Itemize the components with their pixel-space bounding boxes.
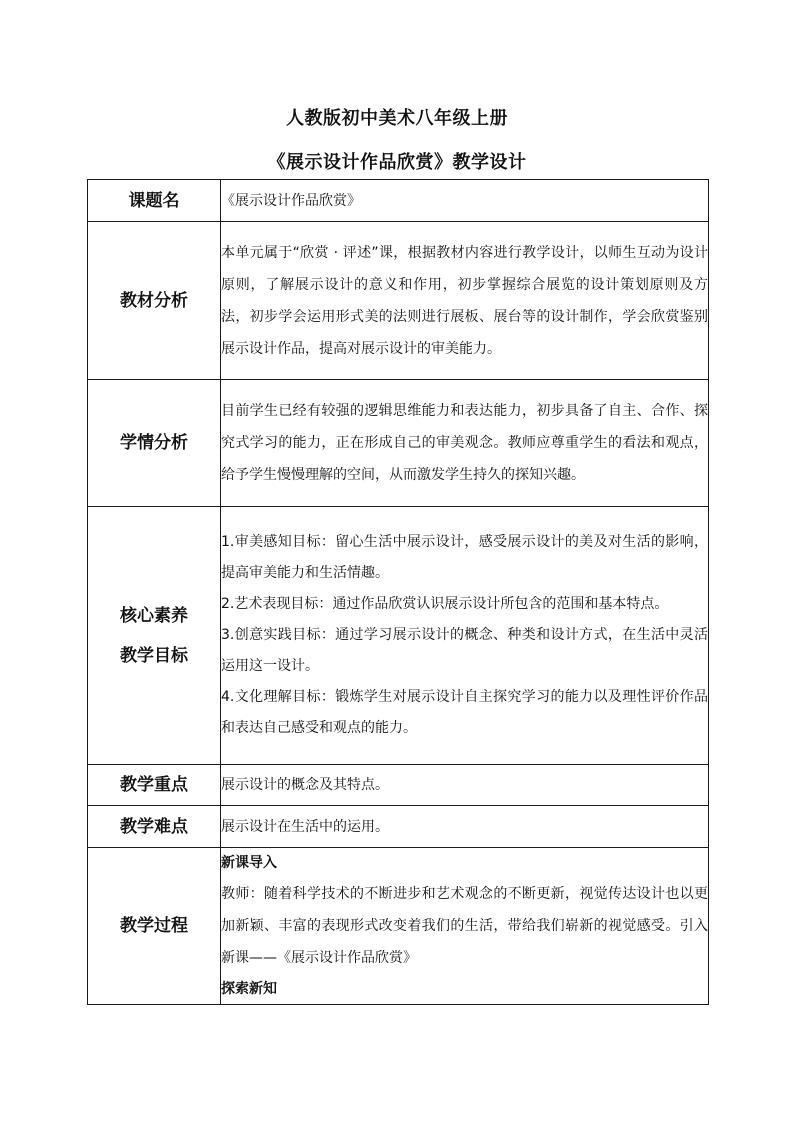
students-value: 目前学生已经有较强的逻辑思维能力和表达能力，初步具备了自主、合作、探究式学习的能力，正在形成自己的审美观念。教师应尊重学生的看法和观点，给予学生慢慢理解的空间，从而激发学生持久的探知兴趣。 <box>221 380 709 507</box>
topic-label: 课题名 <box>88 180 221 222</box>
goal-item: 1.审美感知目标：留心生活中展示设计，感受展示设计的美及对生活的影响，提高审美能力和生活情趣。 <box>221 534 708 581</box>
goals-label-line1: 核心素养 <box>120 605 188 626</box>
goal-item: 4.文化理解目标：锻炼学生对展示设计自主探究学习的能力以及理性评价作品和表达自己感受和观点的能力。 <box>221 689 708 736</box>
topic-row <box>88 180 709 222</box>
goals-label <box>88 507 221 765</box>
document-subtitle: 《展示设计作品欣赏》教学设计 <box>267 152 527 173</box>
goal-item: 2.艺术表现目标：通过作品欣赏认识展示设计所包含的范围和基本特点。 <box>221 596 669 612</box>
goal-item: 3.创意实践目标：通过学习展示设计的概念、种类和设计方式，在生活中灵活运用这一设计。 <box>221 627 708 674</box>
process-section-title: 新课导入 <box>221 855 277 871</box>
key-point-row <box>88 765 709 806</box>
difficulty-label: 教学难点 <box>88 806 221 848</box>
process-content <box>221 848 709 1005</box>
process-row <box>88 848 709 1005</box>
lesson-plan-table <box>87 179 709 1005</box>
goals-label-line2: 教学目标 <box>120 645 188 666</box>
material-label: 教材分析 <box>88 222 221 380</box>
process-label: 教学过程 <box>88 848 221 1005</box>
process-section-title: 探索新知 <box>221 981 277 997</box>
difficulty-row <box>88 806 709 848</box>
key-point-value: 展示设计的概念及其特点。 <box>221 765 709 806</box>
document-title: 人教版初中美术八年级上册 <box>286 108 508 129</box>
students-row <box>88 380 709 507</box>
difficulty-value: 展示设计在生活中的运用。 <box>221 806 709 848</box>
material-row <box>88 222 709 380</box>
students-label: 学情分析 <box>88 380 221 507</box>
material-value: 本单元属于“欣赏 · 评述”课，根据教材内容进行教学设计，以师生互动为设计原则，了解展示设计的意义和作用，初步掌握综合展览的设计策划原则及方法，初步学会运用形式美的法则进行展板、展台等的设计制作，学会欣赏鉴别展示设计作品，提高对展示设计的审美能力。 <box>221 222 709 380</box>
goals-list <box>221 507 709 765</box>
goals-row <box>88 507 709 765</box>
topic-value: 《展示设计作品欣赏》 <box>221 180 709 222</box>
process-section-text: 教师：随着科学技术的不断进步和艺术观念的不断更新，视觉传达设计也以更加新颖、丰富的表现形式改变着我们的生活，带给我们崭新的视觉感受。引入新课——《展示设计作品欣赏》 <box>221 886 708 966</box>
key-point-label: 教学重点 <box>88 765 221 806</box>
